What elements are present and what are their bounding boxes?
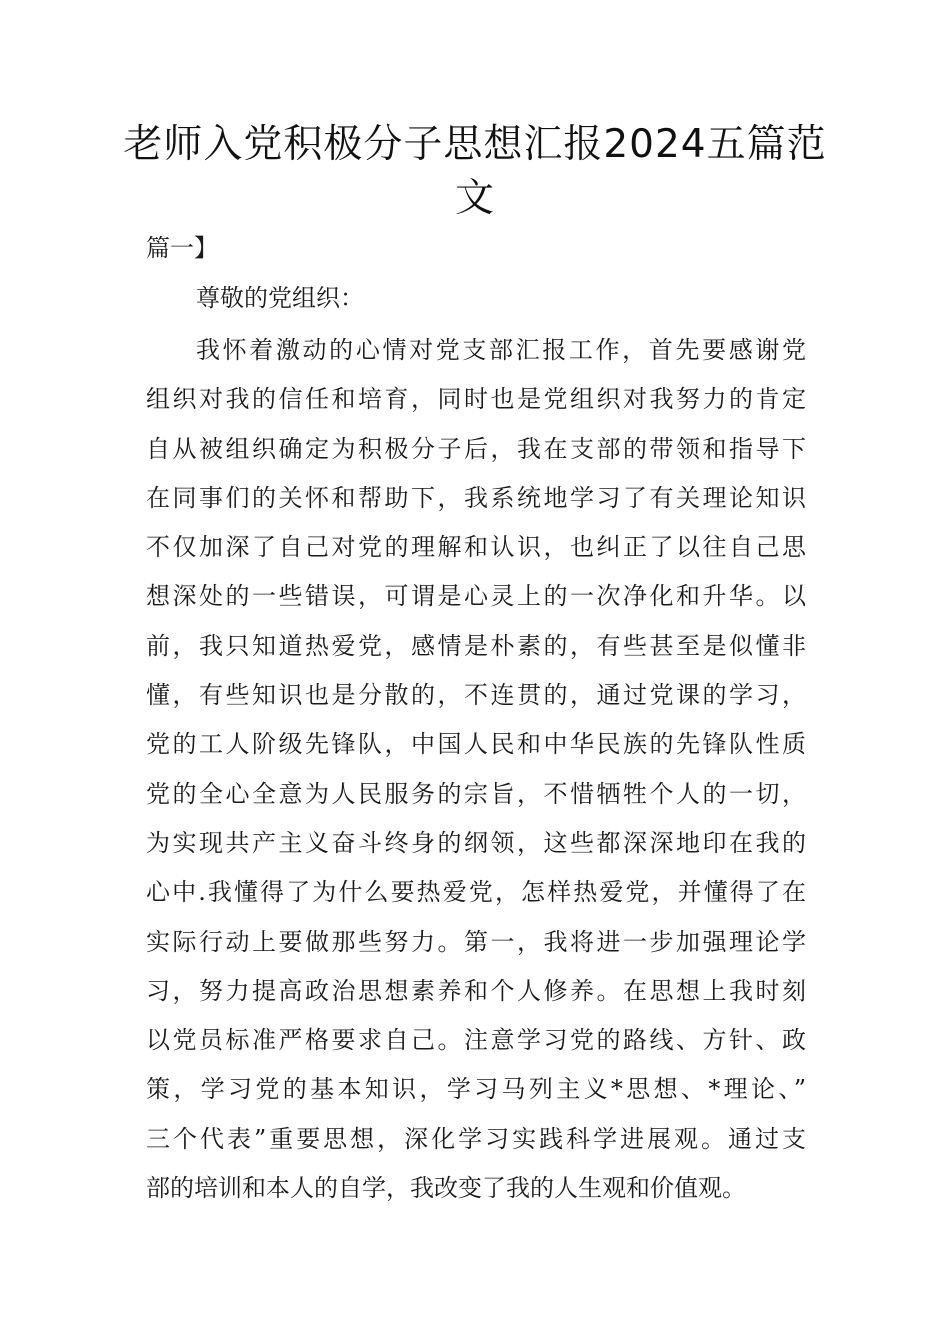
text-line: 三个代表”重要思想，深化学习实践科学进展观。通过支 xyxy=(146,1124,806,1153)
text-line: 组织对我的信任和培育，同时也是党组织对我努力的肯定 xyxy=(146,385,806,414)
document-title: 老师入党积极分子思想汇报2024五篇范文 xyxy=(123,122,827,221)
body-text xyxy=(146,332,806,1219)
text-line: 心中.我懂得了为什么要热爱党，怎样热爱党，并懂得了在 xyxy=(146,878,806,907)
text-line: 策，学习党的基本知识，学习马列主义*思想、*理论、” xyxy=(146,1075,806,1104)
text-line: 想深处的一些错误，可谓是心灵上的一次净化和升华。以 xyxy=(146,582,806,611)
text-line: 我怀着激动的心情对党支部汇报工作，首先要感谢党 xyxy=(196,336,806,364)
text-line: 习，努力提高政治思想素养和个人修养。在思想上我时刻 xyxy=(146,976,806,1005)
salutation: 尊敬的党组织： xyxy=(196,284,364,312)
text-line: 部的培训和本人的自学，我改变了我的人生观和价值观。 xyxy=(146,1174,746,1203)
text-line: 不仅加深了自己对党的理解和认识，也纠正了以往自己思 xyxy=(146,533,806,562)
text-line: 自从被组织确定为积极分子后，我在支部的带领和指导下 xyxy=(146,434,806,463)
text-line: 在同事们的关怀和帮助下，我系统地学习了有关理论知识 xyxy=(146,483,806,512)
section-label: 篇一】 xyxy=(146,234,218,262)
text-line: 为实现共产主义奋斗终身的纲领，这些都深深地印在我的 xyxy=(146,828,806,857)
text-line: 懂，有些知识也是分散的，不连贯的，通过党课的学习， xyxy=(146,681,806,710)
text-line: 党的工人阶级先锋队，中国人民和中华民族的先锋队性质 xyxy=(146,730,806,759)
text-line: 前，我只知道热爱党，感情是朴素的，有些甚至是似懂非 xyxy=(146,631,806,660)
text-line: 实际行动上要做那些努力。第一，我将进一步加强理论学 xyxy=(146,927,806,956)
text-line: 党的全心全意为人民服务的宗旨，不惜牺牲个人的一切， xyxy=(146,779,806,808)
text-line: 以党员标准严格要求自己。注意学习党的路线、方针、政 xyxy=(146,1026,806,1055)
